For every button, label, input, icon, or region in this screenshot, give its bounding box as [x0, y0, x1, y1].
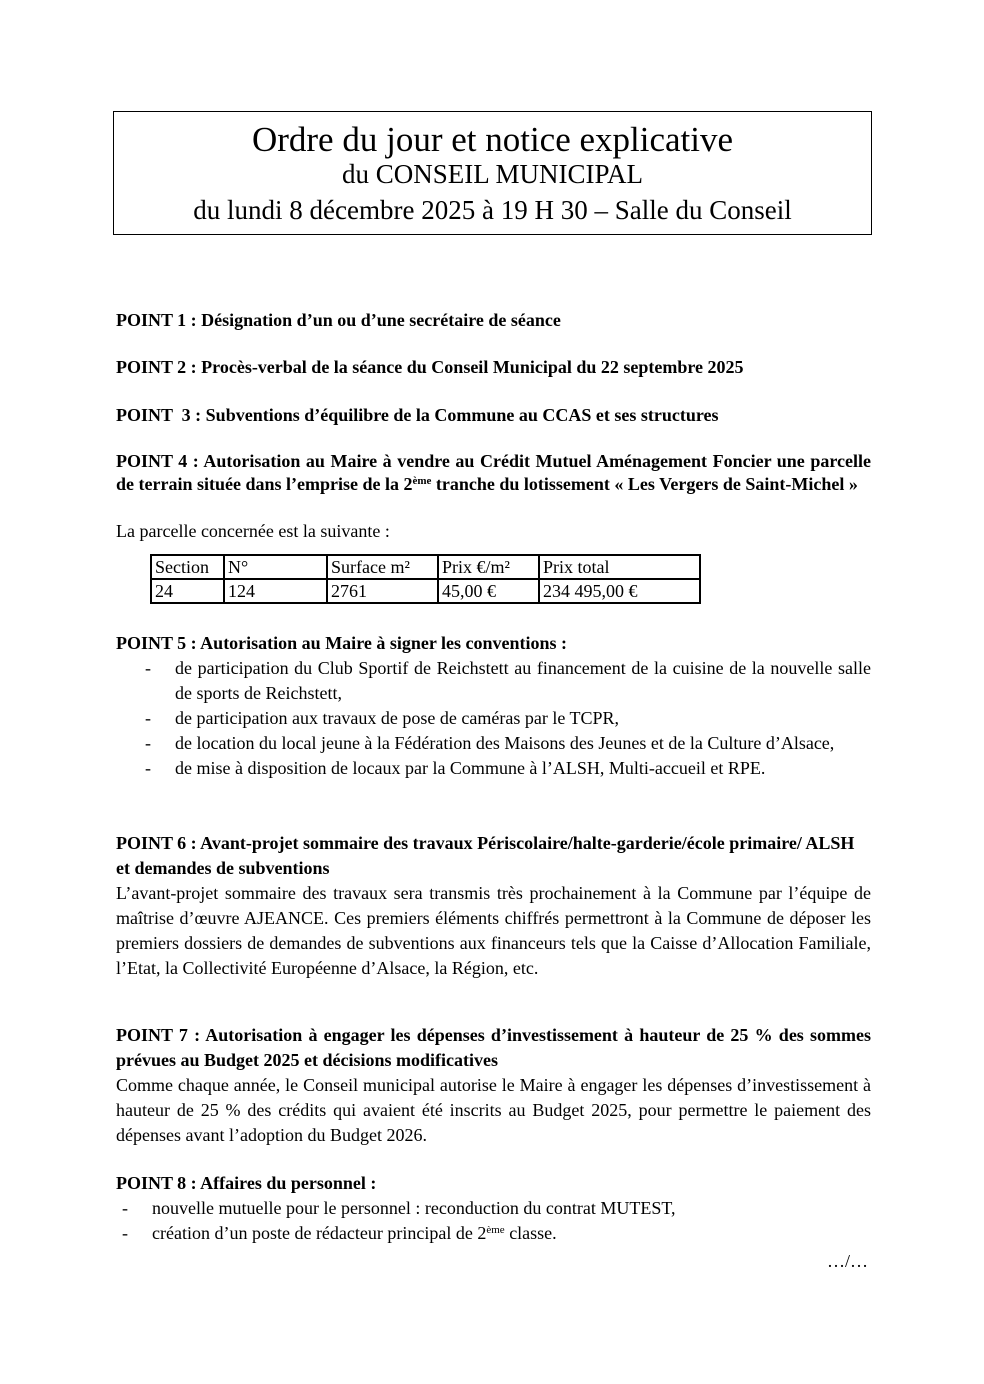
list-item	[116, 731, 871, 756]
dash-bullet: -	[145, 708, 151, 728]
table-header-cell: Prix total	[539, 555, 700, 579]
dash-bullet: -	[145, 658, 151, 678]
table-header-cell: N°	[224, 555, 327, 579]
table-header-row	[151, 555, 700, 579]
list-item	[116, 756, 871, 781]
table-cell: 45,00 €	[438, 579, 539, 603]
dash-bullet: -	[122, 1223, 128, 1243]
table-cell: 124	[224, 579, 327, 603]
superscript: ème	[486, 1224, 505, 1236]
table-header-cell: Surface m²	[327, 555, 438, 579]
list-item	[116, 1221, 871, 1246]
list-item-text: de mise à disposition de locaux par la Commune à l’ALSH, Multi-accueil et RPE.	[175, 758, 766, 778]
list-item-text: création d’un poste de rédacteur principal de 2	[152, 1223, 487, 1243]
point-2-heading: POINT 2 : Procès-verbal de la séance du Conseil Municipal du 22 septembre 2025	[116, 357, 744, 377]
point-6-heading: POINT 6 : Avant-projet sommaire des travaux Périscolaire/halte-garderie/école primaire/ ALSH et demandes de subventions	[116, 833, 855, 878]
page-subtitle: du CONSEIL MUNICIPAL	[341, 159, 644, 189]
list-item	[116, 1196, 871, 1221]
point-1-heading: POINT 1 : Désignation d’un ou d’une secrétaire de séance	[116, 310, 561, 330]
dash-bullet: -	[122, 1198, 128, 1218]
list-item-text: de location du local jeune à la Fédération des Maisons des Jeunes et de la Culture d’Alsace,	[175, 733, 835, 753]
point-5-heading: POINT 5 : Autorisation au Maire à signer les conventions :	[116, 633, 568, 653]
title-box	[113, 111, 872, 235]
parcel-table	[150, 554, 701, 604]
list-item	[116, 656, 871, 706]
page-title: Ordre du jour et notice explicative	[251, 120, 734, 159]
dash-bullet: -	[145, 733, 151, 753]
list-item-text: de participation du Club Sportif de Reichstett au financement de la cuisine de la nouvelle salle de sports de Reichstett,	[175, 658, 871, 703]
point-4-intro: La parcelle concernée est la suivante :	[116, 521, 390, 541]
point-4-heading-text: POINT 4 : Autorisation au Maire à vendre au Crédit Mutuel Aménagement Foncier une parcelle de terrain située dans l’emprise de la 2	[116, 451, 871, 494]
table-row	[151, 579, 700, 603]
point-6-body: L’avant-projet sommaire des travaux sera transmis très prochainement à la Commune par l’équipe de maîtrise d’œuvre AJEANCE. Ces premiers éléments chiffrés permettront à la Commune de déposer les premiers dossiers de demandes de subventions aux financeurs tels que la Caisse d’Allocation Familiale, l’Etat, la Collectivité Européenne d’Alsace, la Région, etc.	[116, 883, 871, 978]
list-item-text-end: classe.	[504, 1223, 557, 1243]
point-4-sup: ème	[412, 475, 432, 487]
meeting-date: du lundi 8 décembre 2025 à 19 H 30 – Salle du Conseil	[193, 195, 792, 225]
list-item	[116, 706, 871, 731]
table-cell: 234 495,00 €	[539, 579, 700, 603]
table-cell: 2761	[327, 579, 438, 603]
point-7-heading: POINT 7 : Autorisation à engager les dépenses d’investissement à hauteur de 25 % des sommes prévues au Budget 2025 et décisions modificatives	[116, 1025, 871, 1070]
table-header-cell: Section	[151, 555, 224, 579]
point-4-heading-text-end: tranche du lotissement « Les Vergers de Saint-Michel »	[431, 474, 858, 494]
point-4-heading	[116, 450, 871, 496]
point-7-body: Comme chaque année, le Conseil municipal autorise le Maire à engager les dépenses d’investissement à hauteur de 25 % des crédits qui avaient été inscrits au Budget 2025, pour permettre le paiement des dépenses avant l’adoption du Budget 2026.	[116, 1075, 871, 1145]
continuation-marker: …/…	[826, 1251, 868, 1271]
list-item-text: de participation aux travaux de pose de caméras par le TCPR,	[175, 708, 620, 728]
point-5-list	[116, 656, 871, 781]
point-3-heading: POINT 3 : Subventions d’équilibre de la Commune au CCAS et ses structures	[116, 405, 719, 425]
table-header-cell: Prix €/m²	[438, 555, 539, 579]
point-8-heading: POINT 8 : Affaires du personnel :	[116, 1173, 377, 1193]
point-8-list	[116, 1196, 871, 1246]
dash-bullet: -	[145, 758, 151, 778]
table-cell: 24	[151, 579, 224, 603]
list-item-text: nouvelle mutuelle pour le personnel : reconduction du contrat MUTEST,	[152, 1198, 676, 1218]
